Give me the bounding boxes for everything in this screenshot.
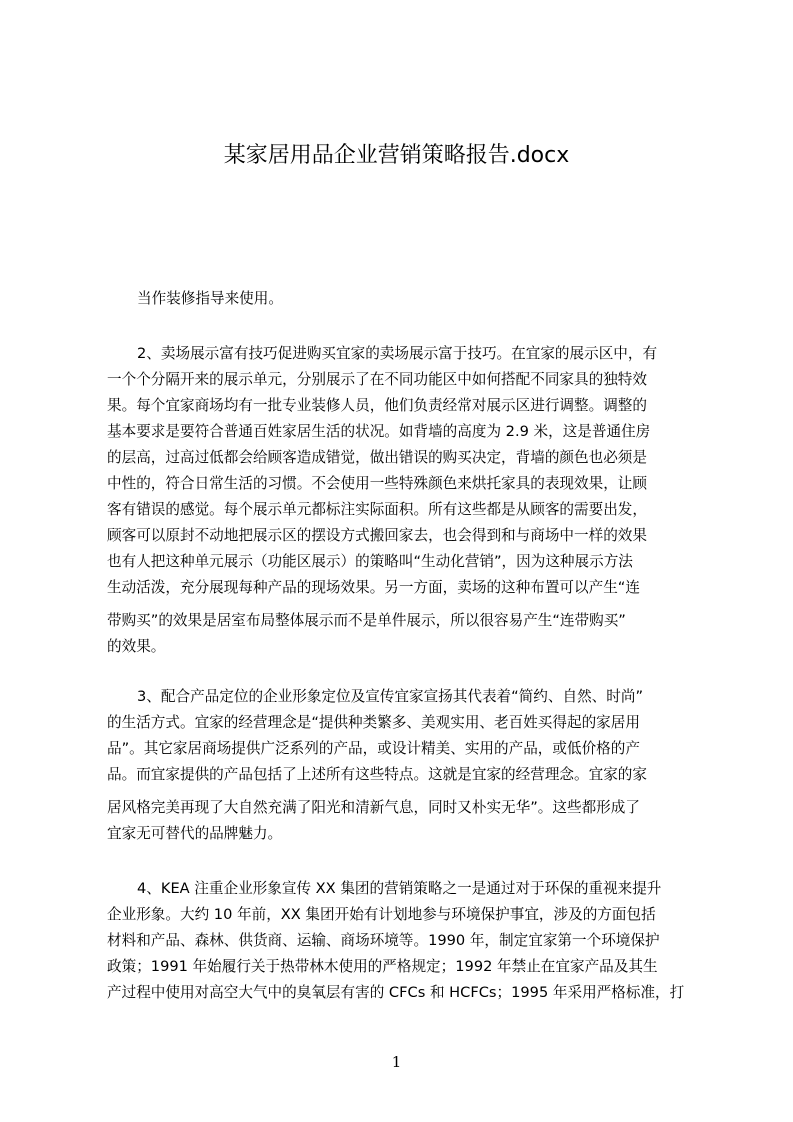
paragraph-line: 品。而宜家提供的产品包括了上述所有这些特点。这就是宜家的经营理念。宜家的家 — [107, 766, 647, 783]
paragraph-line: 3、配合产品定位的企业形象定位及宣传宜家宣扬其代表着“简约、自然、时尚” — [137, 688, 644, 705]
paragraph-line: 也有人把这种单元展示（功能区展示）的策略叫“生动化营销”，因为这种展示方法 — [107, 553, 633, 570]
paragraph-line: 4、KEA 注重企业形象宣传 XX 集团的营销策略之一是通过对于环保的重视来提升 — [137, 880, 662, 897]
paragraph-line: 一个个分隔开来的展示单元，分别展示了在不同功能区中如何搭配不同家具的独特效 — [107, 371, 647, 388]
paragraph-line: 2、卖场展示富有技巧促进购买宜家的卖场展示富于技巧。在宜家的展示区中，有 — [137, 345, 658, 362]
paragraph-line: 客有错误的感觉。每个展示单元都标注实际面积。所有这些都是从顾客的需要出发， — [107, 501, 647, 518]
paragraph-line: 材料和产品、森林、供货商、运输、商场环境等。1990 年，制定宜家第一个环境保护 — [107, 932, 660, 949]
paragraph-line: 当作装修指导来使用。 — [137, 290, 283, 307]
paragraph-line: 生动活泼，充分展现每种产品的现场效果。另一方面，卖场的这种布置可以产生“连 — [107, 579, 640, 596]
paragraph-line: 基本要求是要符合普通百姓家居生活的状况。如背墙的高度为 2.9 米，这是普通住房 — [107, 423, 651, 440]
paragraph-line: 政策；1991 年始履行关于热带林木使用的严格规定；1992 年禁止在宜家产品及其生 — [107, 958, 658, 975]
paragraph-line: 品”。其它家居商场提供广泛系列的产品，或设计精美、实用的产品，或低价格的产 — [107, 740, 640, 757]
paragraph-line: 产过程中使用对高空大气中的臭氧层有害的 CFCs 和 HCFCs；1995 年采用严格标准，打 — [107, 984, 685, 1001]
paragraph-line: 宜家无可替代的品牌魅力。 — [107, 825, 283, 842]
paragraph-line: 顾客可以原封不动地把展示区的摆设方式搬回家去，也会得到和与商场中一样的效果 — [107, 527, 647, 544]
page-number: 1 — [391, 1053, 402, 1071]
document-title: 某家居用品企业营销策略报告.docx — [223, 143, 570, 168]
paragraph-line: 中性的，符合日常生活的习惯。不会使用一些特殊颜色来烘托家具的表现效果，让顾 — [107, 475, 647, 492]
paragraph-line: 的层高，过高过低都会给顾客造成错觉，做出错误的购买决定，背墙的颜色也必须是 — [107, 449, 647, 466]
paragraph-line: 的生活方式。宜家的经营理念是“提供种类繁多、美观实用、老百姓买得起的家居用 — [107, 714, 640, 731]
paragraph-line: 果。每个宜家商场均有一批专业装修人员，他们负责经常对展示区进行调整。调整的 — [107, 397, 647, 414]
paragraph-line: 企业形象。大约 10 年前，XX 集团开始有计划地参与环境保护事宜，涉及的方面包括 — [107, 906, 656, 923]
paragraph-line: 的效果。 — [107, 638, 166, 655]
paragraph-line: 带购买”的效果是居室布局整体展示而不是单件展示，所以很容易产生“连带购买” — [107, 612, 626, 629]
paragraph-line: 居风格完美再现了大自然充满了阳光和清新气息，同时又朴实无华”。这些都形成了 — [107, 799, 640, 816]
